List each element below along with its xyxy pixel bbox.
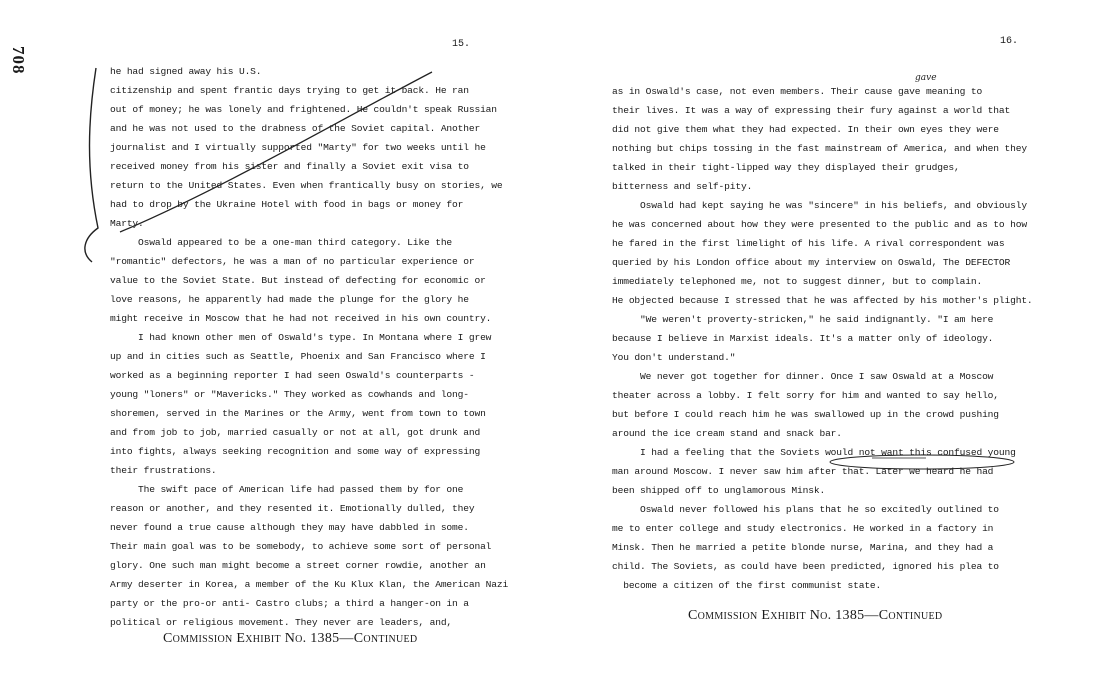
left-line: value to the Soviet State. But instead of defecting for economic or (110, 275, 486, 286)
left-line: into fights, always seeking recognition and some way of expressing (110, 446, 481, 457)
right-line: immediately telephoned me, not to suggest dinner, but to complain. (612, 276, 983, 287)
left-line: reason or another, and they resented it. Emotionally dulled, they (110, 503, 475, 514)
handwritten-note-gave: gave (915, 73, 937, 83)
left-line: and he was not used to the drabness of the Soviet capital. Another (110, 123, 481, 134)
right-line: he was concerned about how they were presented to the public and as to how (612, 219, 1027, 230)
left-line: political or religious movement. They never are leaders, and, (110, 617, 453, 628)
left-line: Their main goal was to be somebody, to achieve some sort of personal (110, 541, 492, 552)
left-line: glory. One such man might become a street corner rowdie, another an (110, 560, 486, 571)
right-line: nothing but chips tossing in the fast mainstream of America, and when they (612, 143, 1027, 154)
left-page-caption: Commission Exhibit No. 1385—Continued (163, 631, 418, 646)
right-page-number: 16. (1000, 36, 1019, 47)
left-line: party or the pro-or anti- Castro clubs; a third a hanger-on in a (110, 598, 469, 609)
right-line: talked in their tight-lipped way they displayed their grudges, (612, 162, 960, 173)
right-line: me to enter college and study electronics. He worked in a factory in (612, 523, 994, 534)
right-line: around the ice cream stand and snack bar. (612, 428, 842, 439)
left-line: shoremen, served in the Marines or the Army, went from town to town (110, 408, 486, 419)
right-line: theater across a lobby. I felt sorry for him and wanted to say hello, (612, 390, 999, 401)
side-page-number: 708 (9, 46, 28, 75)
left-line: journalist and I virtually supported "Marty" for two weeks until he (110, 142, 486, 153)
margin-bracket-mark (85, 68, 98, 262)
left-line: young "loners" or "Mavericks." They worked as cowhands and long- (110, 389, 469, 400)
left-line: Oswald appeared to be a one-man third category. Like the (110, 237, 453, 248)
left-line: might receive in Moscow that he had not received in his own country. (110, 313, 492, 324)
right-line: been shipped off to unglamorous Minsk. (612, 485, 826, 496)
left-line: their frustrations. (110, 465, 217, 476)
left-line: out of money; he was lonely and frightened. He couldn't speak Russian (110, 104, 497, 115)
right-line: Oswald had kept saying he was "sincere" in his beliefs, and obviously (612, 200, 1027, 211)
right-line: queried by his London office about my interview on Oswald, The DEFECTOR (612, 257, 1011, 268)
right-line: You don't understand." (612, 352, 736, 363)
left-line: Army deserter in Korea, a member of the Ku Klux Klan, the American Nazi (110, 579, 509, 590)
left-line: love reasons, he apparently had made the plunge for the glory he (110, 294, 469, 305)
left-line: Marty. (110, 218, 144, 229)
right-line: as in Oswald's case, not even members. Their cause gave meaning to (612, 86, 983, 97)
strike-through-line (120, 72, 432, 232)
right-line: I had a feeling that the Soviets would not want this confused young (612, 447, 1016, 458)
right-line: We never got together for dinner. Once I saw Oswald at a Moscow (612, 371, 994, 382)
right-line: Minsk. Then he married a petite blonde nurse, Marina, and they had a (612, 542, 994, 553)
left-line: and from job to job, married casually or not at all, got drunk and (110, 427, 481, 438)
right-line: child. The Soviets, as could have been predicted, ignored his plea to (612, 561, 999, 572)
right-line: bitterness and self-pity. (612, 181, 753, 192)
left-line: never found a true cause although they may have dabbled in some. (110, 522, 469, 533)
left-line: The swift pace of American life had passed them by for one (110, 484, 464, 495)
circled-insertion-mark (830, 455, 1014, 469)
right-line: Oswald never followed his plans that he so excitedly outlined to (612, 504, 999, 515)
left-line: up and in cities such as Seattle, Phoenix and San Francisco where I (110, 351, 486, 362)
right-page-caption: Commission Exhibit No. 1385—Continued (688, 608, 943, 623)
left-line: had to drop by the Ukraine Hotel with food in bags or money for (110, 199, 464, 210)
left-line: "romantic" defectors, he was a man of no particular experience or (110, 256, 475, 267)
left-line: worked as a beginning reporter I had seen Oswald's counterparts - (110, 370, 475, 381)
right-line: their lives. It was a way of expressing their fury against a world that (612, 105, 1011, 116)
right-line: but before I could reach him he was swallowed up in the crowd pushing (612, 409, 999, 420)
right-line: become a citizen of the first communist state. (612, 580, 882, 591)
right-line: did not give them what they had expected. In their own eyes they were (612, 124, 999, 135)
right-line: He objected because I stressed that he was affected by his mother's plight. (612, 295, 1033, 306)
left-line: citizenship and spent frantic days trying to get it back. He ran (110, 85, 469, 96)
left-page-number: 15. (452, 39, 471, 50)
right-line: man around Moscow. I never saw him after that. Later we heard he had (612, 466, 994, 477)
right-line: because I believe in Marxist ideals. It's a matter only of ideology. (612, 333, 994, 344)
left-line: received money from his sister and finally a Soviet exit visa to (110, 161, 469, 172)
left-line: he had signed away his U.S. (110, 66, 262, 77)
right-line: he fared in the first limelight of his life. A rival correspondent was (612, 238, 1005, 249)
right-line: "We weren't proverty-stricken," he said indignantly. "I am here (612, 314, 994, 325)
left-line: I had known other men of Oswald's type. In Montana where I grew (110, 332, 492, 343)
left-line: return to the United States. Even when frantically busy on stories, we (110, 180, 503, 191)
